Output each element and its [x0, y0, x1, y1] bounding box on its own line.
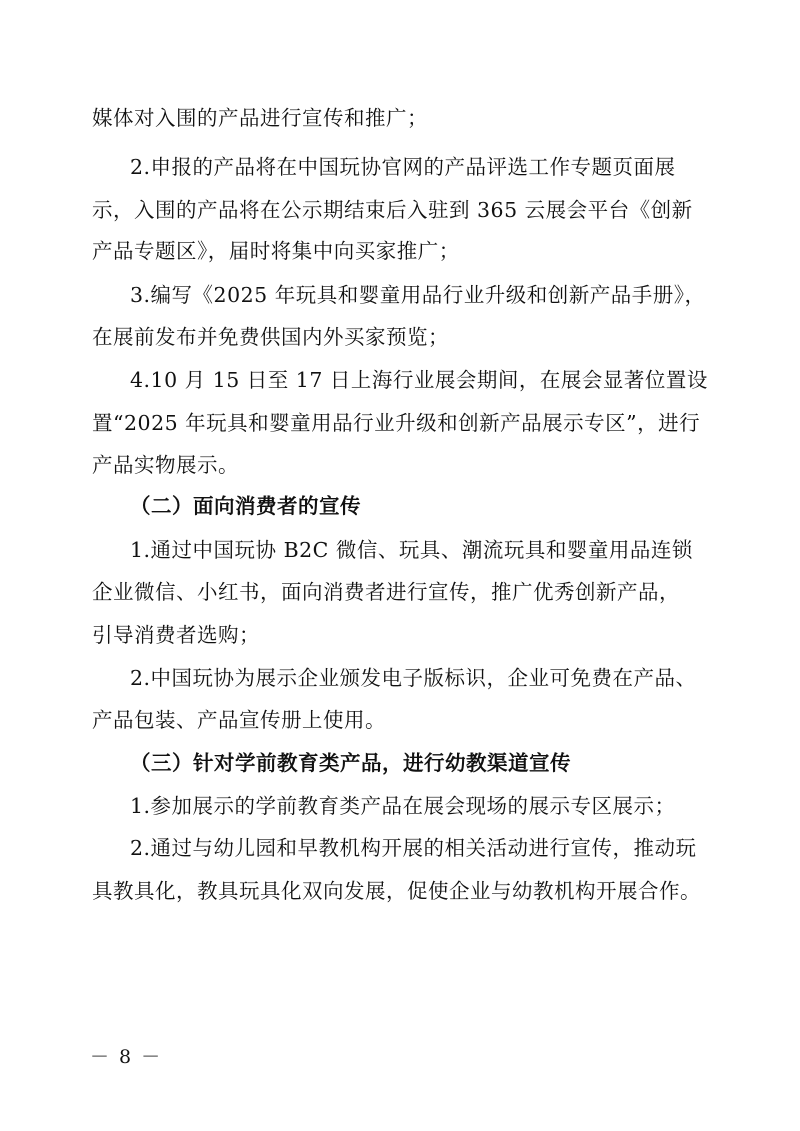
body-line: 2.申报的产品将在中国玩协官网的产品评选工作专题页面展: [130, 155, 676, 179]
page-number: － 8 －: [90, 1046, 163, 1068]
body-line: 产品实物展示。: [92, 453, 239, 477]
body-line: 引导消费者选购；: [92, 623, 260, 647]
body-line: 4.10 月 15 日至 17 日上海行业展会期间，在展会显著位置设: [130, 368, 708, 392]
body-line: 1.通过中国玩协 B2C 微信、玩具、潮流玩具和婴童用品连锁: [130, 538, 693, 562]
body-line: 企业微信、小红书，面向消费者进行宣传，推广优秀创新产品，: [92, 580, 680, 604]
body-line: 在展前发布并免费供国内外买家预览；: [92, 325, 449, 349]
section-heading: （二）面向消费者的宣传: [130, 494, 361, 518]
body-line: 具教具化，教具玩具化双向发展，促使企业与幼教机构开展合作。: [92, 879, 701, 903]
body-line: 媒体对入围的产品进行宣传和推广；: [92, 106, 428, 130]
section-heading: （三）针对学前教育类产品，进行幼教渠道宣传: [130, 751, 571, 775]
body-line: 产品专题区》，届时将集中向买家推广；: [92, 239, 460, 263]
body-line: 2.中国玩协为展示企业颁发电子版标识，企业可免费在产品、: [130, 666, 697, 690]
body-line: 1.参加展示的学前教育类产品在展会现场的展示专区展示；: [130, 794, 676, 818]
body-line: 2.通过与幼儿园和早教机构开展的相关活动进行宣传，推动玩: [130, 836, 697, 860]
body-line: 示，入围的产品将在公示期结束后入驻到 365 云展会平台《创新: [92, 198, 693, 222]
body-line: 产品包装、产品宣传册上使用。: [92, 708, 386, 732]
body-line: 3.编写《2025 年玩具和婴童用品行业升级和创新产品手册》，: [130, 283, 706, 307]
body-line: 置“2025 年玩具和婴童用品行业升级和创新产品展示专区”，进行: [92, 411, 701, 435]
